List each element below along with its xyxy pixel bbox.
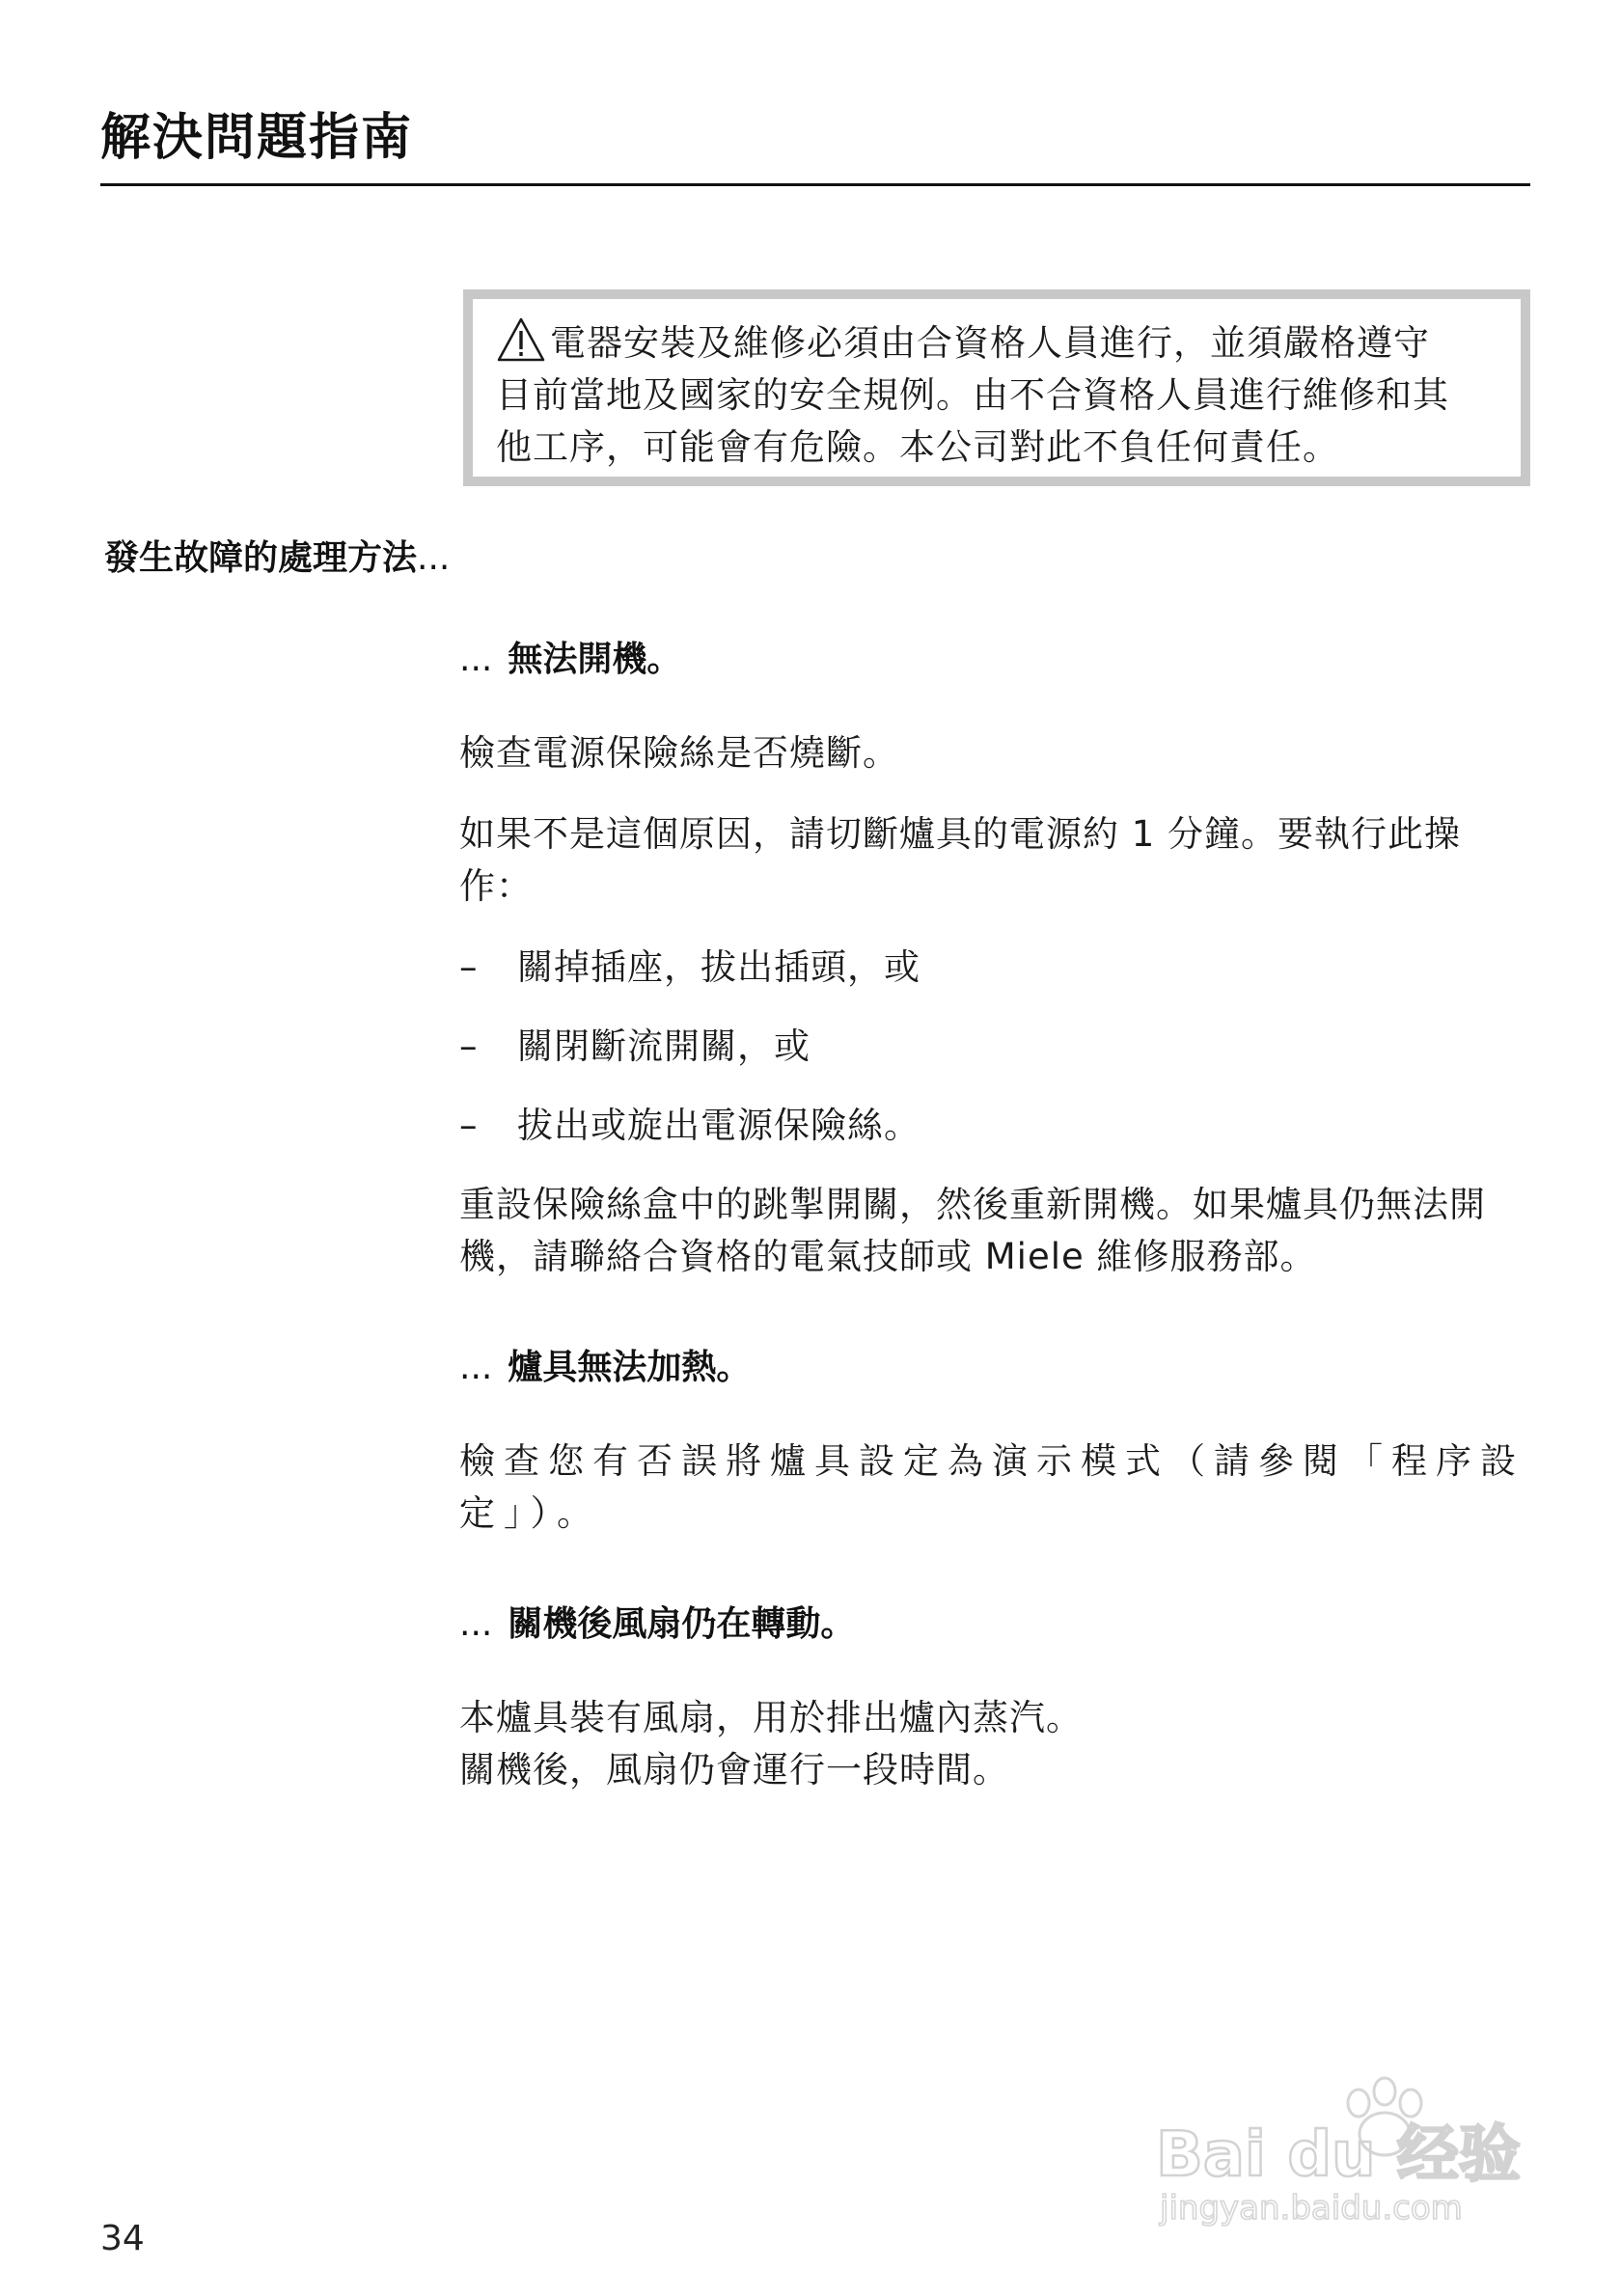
baidu-watermark — [1148, 2074, 1534, 2228]
paragraph: 關機後，風扇仍會運行一段時間。 — [459, 1749, 1009, 1790]
problem-heading-no-power — [459, 637, 1534, 683]
page-number: 34 — [100, 2219, 145, 2258]
paragraph: 重設保險絲盒中的跳掣開關，然後重新開機。如果爐具仍無法開機，請聯絡合資格的電氣技師或 Miele 維修服務部。 — [459, 1184, 1486, 1277]
list-item — [459, 1100, 1534, 1152]
title-divider — [100, 183, 1530, 186]
ellipsis-prefix: ... — [459, 640, 493, 679]
page-title: 解決問題指南 — [100, 109, 414, 167]
warning-line-2: 目前當地及國家的安全規例。由不合資格人員進行維修和其 — [496, 374, 1449, 416]
problem-heading-no-heat — [459, 1345, 1534, 1391]
dash-bullet: – — [459, 1105, 479, 1146]
list-item — [459, 942, 1534, 994]
ellipsis-prefix: ... — [459, 1348, 493, 1387]
warning-triangle-icon — [496, 316, 546, 363]
problem-title: 無法開機。 — [508, 640, 682, 679]
dash-bullet: – — [459, 946, 479, 988]
list-item-text: 關閉斷流開關，或 — [517, 1025, 810, 1067]
list-item — [459, 1021, 1534, 1073]
list-item-text: 拔出或旋出電源保險絲。 — [517, 1105, 920, 1146]
warning-text — [496, 316, 1503, 474]
section-label-bold: 發生故障的處理方法 — [104, 538, 418, 578]
problem-heading-fan-running — [459, 1601, 1534, 1648]
list-item-text: 關掉插座，拔出插頭，或 — [517, 946, 920, 988]
section-label — [104, 531, 450, 580]
watermark-url: jingyan.baidu.com — [1160, 2189, 1463, 2228]
warning-line-1: 電器安裝及維修必須由合資格人員進行，並須嚴格遵守 — [550, 322, 1430, 364]
paragraph: 如果不是這個原因，請切斷爐具的電源約 1 分鐘。要執行此操作： — [459, 813, 1462, 907]
warning-notice — [463, 289, 1530, 486]
troubleshooting-content — [459, 637, 1534, 1825]
problem-title: 爐具無法加熱。 — [508, 1348, 752, 1387]
paragraph: 檢查您有否誤將爐具設定為演示模式（請參閱「程序設定」）。 — [459, 1440, 1525, 1534]
ellipsis-prefix: ... — [459, 1604, 493, 1644]
watermark-brand: Bai du 经验 — [1156, 2119, 1521, 2191]
section-label-suffix: ... — [417, 538, 451, 578]
problem-title: 關機後風扇仍在轉動。 — [508, 1604, 856, 1644]
paragraph: 本爐具裝有風扇，用於排出爐內蒸汽。 — [459, 1697, 1083, 1738]
paragraph: 檢查電源保險絲是否燒斷。 — [459, 732, 899, 774]
dash-bullet: – — [459, 1025, 479, 1067]
warning-line-3: 他工序，可能會有危險。本公司對此不負任何責任。 — [496, 426, 1339, 468]
